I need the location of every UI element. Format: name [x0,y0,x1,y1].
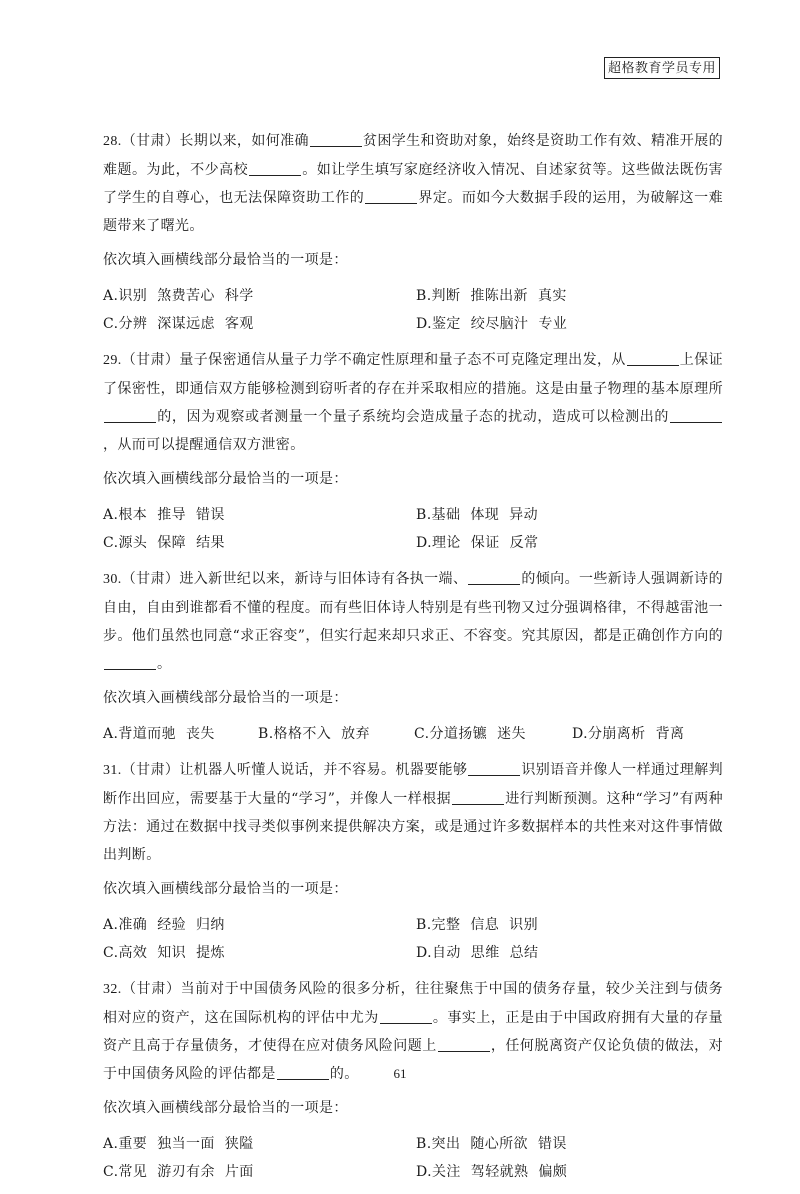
option-word: 信息 [470,917,500,933]
option-word: 理论 [431,535,461,551]
question-prompt: 依次填入画横线部分最恰当的一项是： [103,690,348,706]
option-b[interactable] [416,1130,723,1158]
option-d[interactable] [416,939,723,967]
option-word: 科学 [224,288,254,304]
option-word: 知识 [157,945,187,961]
stem-text: 的，因为观察或者测量一个量子系统均会造成量子态的扰动，造成可以检测出的 [157,409,669,425]
question-number: 32. [103,982,122,997]
option-word: 体现 [470,507,500,523]
option-word: 推导 [157,507,186,523]
stem-text: ，从而可以提醒通信双方泄密。 [103,437,305,453]
option-key: C. [103,535,119,551]
stem-text: （甘肃）进入新世纪以来，新诗与旧体诗有各执一端、 [121,571,468,587]
stem-text: ，任何脱离资产仅论负债的做法，对于中国债务风险的评估都是 [103,1038,723,1082]
option-word: 专业 [538,316,568,332]
options-grid [103,1130,723,1186]
option-word: 煞费苦心 [157,288,215,304]
fill-blank [468,570,520,585]
question-prompt: 依次填入画横线部分最恰当的一项是： [103,1100,348,1116]
option-word: 归纳 [196,917,225,933]
option-key: C. [414,726,430,742]
option-key: B. [416,1136,432,1152]
option-a[interactable] [103,911,416,939]
stem-text: （甘肃）量子保密通信从量子力学不确定性原理和量子态不可克隆定理出发，从 [121,352,626,368]
stem-text: （甘肃）让机器人听懂人说话，并不容易。机器要能够 [121,762,468,778]
option-key: D. [416,316,432,332]
option-word: 关注 [431,1164,461,1180]
option-word: 结果 [196,535,225,551]
option-word: 常见 [118,1164,148,1180]
option-word: 识别 [509,917,538,933]
stem-text: 的。 [329,1066,359,1082]
question-30 [103,565,723,748]
stem-text: 。 [157,656,172,672]
option-a[interactable] [103,720,258,748]
option-word: 狭隘 [224,1136,254,1152]
fill-blank [249,161,301,176]
option-word: 错误 [537,1136,567,1152]
option-c[interactable] [103,529,416,557]
option-word: 反常 [509,535,539,551]
question-prompt: 依次填入画横线部分最恰当的一项是： [103,881,348,897]
question-prompt: 依次填入画横线部分最恰当的一项是： [103,471,348,487]
option-word: 基础 [431,507,461,523]
option-word: 异动 [509,507,538,523]
option-c[interactable] [103,939,416,967]
option-word: 分崩离析 [587,726,646,742]
option-key: D. [416,1164,432,1180]
option-word: 错误 [196,507,225,523]
option-key: B. [416,507,432,523]
option-word: 判断 [431,288,461,304]
option-word: 经验 [157,917,186,933]
option-b[interactable] [258,720,414,748]
question-stem [103,346,723,459]
option-key: A. [103,288,119,304]
fill-blank [438,1037,490,1052]
options-row [103,720,723,748]
option-key: A. [103,917,119,933]
fill-blank [365,189,417,204]
question-number: 29. [103,353,122,368]
option-word: 突出 [431,1136,461,1152]
page-number: 61 [393,1066,407,1081]
option-word: 总结 [509,945,539,961]
options-grid [103,282,723,338]
question-number: 30. [103,572,122,587]
option-d[interactable] [416,1158,723,1186]
option-key: D. [572,726,588,742]
question-stem [103,565,723,678]
question-number: 31. [103,763,122,778]
option-word: 片面 [224,1164,254,1180]
question-31 [103,756,723,967]
option-word: 高效 [118,945,148,961]
option-word: 背道而驰 [118,726,176,742]
option-word: 推陈出新 [470,288,528,304]
option-word: 分道扬镳 [429,726,488,742]
stem-text: 的倾向。一些新诗人强调新诗的自由，自由到谁都看不懂的程度。而有些旧体诗人特别是有些刊物又过分强调格律，不得越雷池一步。他们虽然也同意“求正容变”，但实行起来却只求正、不容变。究其原因，都是正确创作方向的 [103,571,723,644]
option-key: C. [103,945,119,961]
option-word: 保障 [157,535,187,551]
options-grid [103,911,723,967]
option-b[interactable] [416,282,723,310]
fill-blank [452,790,504,805]
option-word: 根本 [118,507,148,523]
fill-blank [670,408,722,423]
option-key: B. [258,726,274,742]
option-b[interactable] [416,501,723,529]
option-word: 绞尽脑汁 [470,316,529,332]
option-c[interactable] [103,310,416,338]
fill-blank [104,655,156,670]
option-word: 完整 [431,917,461,933]
option-word: 迷失 [497,726,526,742]
question-stem [103,127,723,240]
option-word: 自动 [431,945,461,961]
option-key: B. [416,917,432,933]
option-word: 鉴定 [431,316,461,332]
option-word: 分辨 [118,316,148,332]
option-word: 重要 [118,1136,148,1152]
option-c[interactable] [103,1158,416,1186]
question-list [103,127,723,1194]
option-c[interactable] [414,720,572,748]
stem-text: 界定。而如今大数据手段的运用，为破解这一难题带来了曙光。 [103,190,723,234]
option-d[interactable] [572,720,723,748]
stem-text: 识别语音并像人一样通过理解判断作出回应，需要基于大量的“学习”，并像人一样根据 [103,762,723,807]
stem-text: 贫困学生和资助对象，始终是资助工作有效、精准开展的难题。为此，不少高校 [103,133,723,178]
option-word: 深谋远虑 [157,316,215,332]
stem-text: （甘肃）当前对于中国债务风险的很多分析，往往聚焦于中国的债务存量，较少关注到与债务相对应的资产，这在国际机构的评估中尤为 [103,981,723,1026]
stem-text: 。如让学生填写家庭经济收入情况、自述家贫等。这些做法既伤害了学生的自尊心，也无法保障资助工作的 [103,162,724,206]
option-word: 偏颇 [538,1164,568,1180]
option-key: A. [103,726,119,742]
option-word: 游刃有余 [157,1164,215,1180]
option-d[interactable] [416,310,723,338]
option-word: 驾轻就熟 [470,1164,529,1180]
option-word: 随心所欲 [470,1136,528,1152]
header-stamp: 超格教育学员专用 [604,57,720,79]
option-word: 独当一面 [157,1136,215,1152]
option-key: B. [416,288,432,304]
question-prompt: 依次填入画横线部分最恰当的一项是： [103,252,348,268]
options-grid [103,501,723,557]
option-key: A. [103,507,119,523]
option-key: D. [416,535,432,551]
option-word: 准确 [118,917,148,933]
option-key: C. [103,1164,119,1180]
stem-text: 。事实上，正是由于中国政府拥有大量的存量资产且高于存量债务，才使得在应对债务风险问题上 [103,1010,724,1054]
question-number: 28. [103,134,122,149]
option-word: 客观 [224,316,254,332]
option-key: D. [416,945,432,961]
option-word: 真实 [537,288,567,304]
option-word: 格格不入 [273,726,332,742]
option-word: 识别 [118,288,148,304]
option-a[interactable] [103,1130,416,1158]
option-key: C. [103,316,119,332]
option-word: 提炼 [196,945,225,961]
stem-text: （甘肃）长期以来，如何准确 [121,133,309,149]
question-29 [103,346,723,557]
option-word: 丧失 [185,726,215,742]
option-word: 保证 [470,535,500,551]
option-word: 思维 [470,945,500,961]
question-28 [103,127,723,338]
stem-text: 进行判断预测。这种“学习”有两种方法：通过在数据中找寻类似事例来提供解决方案，或是通过许多数据样本的共性来对这件事情做出判断。 [103,791,723,863]
option-b[interactable] [416,911,723,939]
option-key: A. [103,1136,119,1152]
fill-blank [310,132,362,147]
fill-blank [380,1009,432,1024]
option-a[interactable] [103,501,416,529]
fill-blank [627,351,679,366]
option-d[interactable] [416,529,723,557]
option-word: 源头 [118,535,148,551]
option-word: 背离 [655,726,685,742]
fill-blank [104,408,156,423]
fill-blank [468,761,520,776]
option-a[interactable] [103,282,416,310]
option-word: 放弃 [341,726,370,742]
question-stem [103,756,723,869]
stem-text: 上保证了保密性，即通信双方能够检测到窃听者的存在并采取相应的措施。这是由量子物理的基本原理所 [103,352,724,397]
